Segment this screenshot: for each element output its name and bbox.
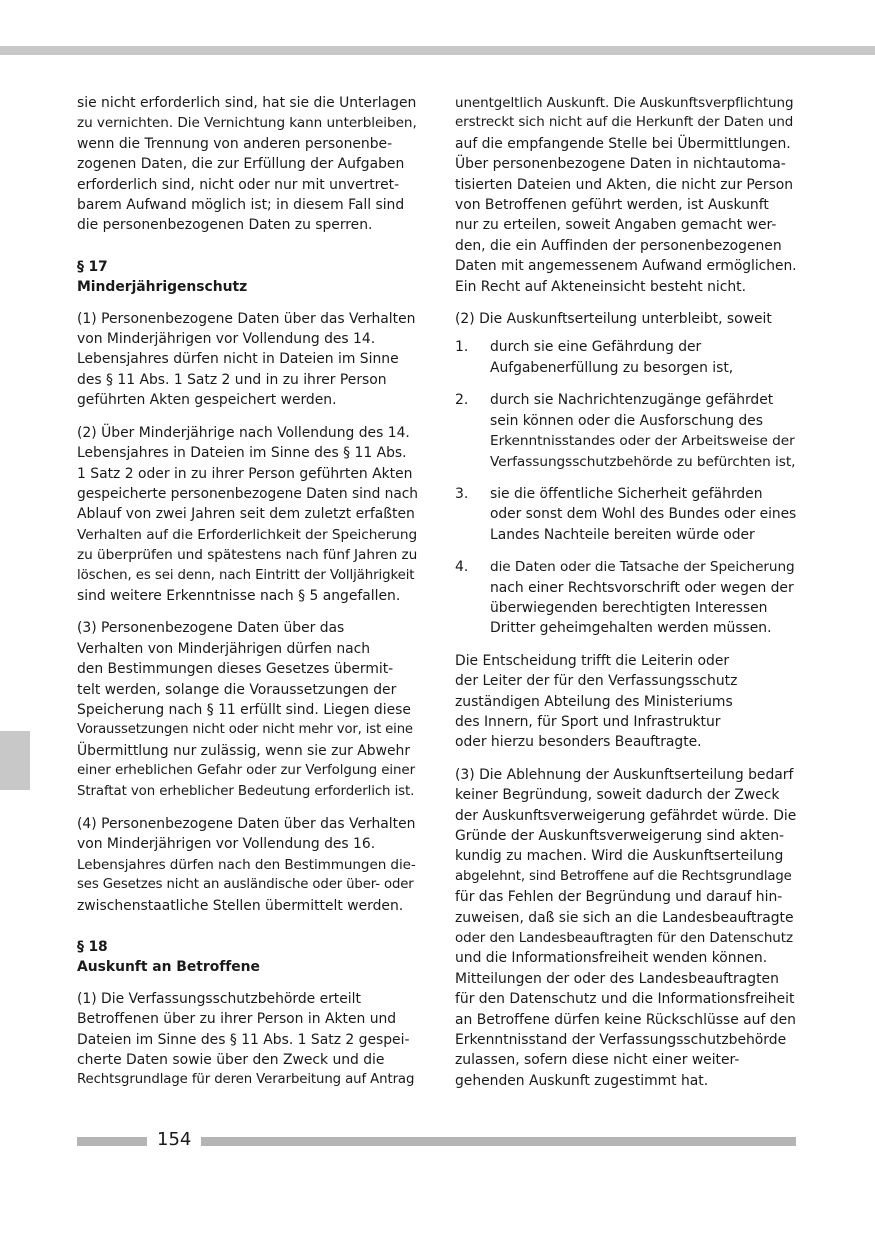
section-number: § 18 <box>77 939 108 956</box>
list-item <box>455 390 800 472</box>
text-line: Voraussetzungen nicht oder nicht mehr vor, ist eine <box>77 722 413 738</box>
text-line: keiner Begründung, soweit dadurch der Zweck <box>455 787 780 804</box>
text-line: oder den Landesbeauftragten für den Datenschutz <box>455 930 793 947</box>
text-line: von Betroffenen geführt werden, ist Auskunft <box>455 197 769 214</box>
text-line: Rechtsgrundlage für deren Verarbeitung auf Antrag <box>77 1072 415 1088</box>
text-line: wenn die Trennung von anderen personenbe- <box>77 135 393 152</box>
text-line: abgelehnt, sind Betroffene auf die Rechtsgrundlage <box>455 868 792 884</box>
footer-rule-right <box>201 1137 796 1146</box>
list-number: 3. <box>455 485 469 502</box>
text-line: nur zu erteilen, soweit Angaben gemacht wer- <box>455 217 777 234</box>
text-line: (4) Personenbezogene Daten über das Verhalten <box>77 816 416 832</box>
text-line: Aufgabenerfüllung zu besorgen ist, <box>490 359 734 376</box>
text-line: zu vernichten. Die Vernichtung kann unterbleiben, <box>77 115 417 132</box>
text-line: für den Datenschutz und die Informationsfreiheit <box>455 991 795 1008</box>
text-line: gehenden Auskunft zugestimmt hat. <box>455 1072 709 1089</box>
text-line: Dritter geheimgehalten werden müssen. <box>490 620 772 637</box>
right-column <box>455 93 800 1103</box>
list-item <box>455 557 800 639</box>
section-number: § 17 <box>77 258 108 275</box>
text-line: Verfassungsschutzbehörde zu befürchten ist, <box>490 453 796 470</box>
text-line: den, die ein Auffinden der personenbezogenen <box>455 237 782 254</box>
s17-paragraph-2 <box>77 423 422 607</box>
text-line: erforderlich sind, nicht oder nur mit unvertret- <box>77 176 400 193</box>
text-line: zuständigen Abteilung des Ministeriums <box>455 693 733 710</box>
left-column <box>77 93 422 1103</box>
text-line: Betroffenen über zu ihrer Person in Akten und <box>77 1011 397 1028</box>
text-line: an Betroffene dürfen keine Rückschlüsse auf den <box>455 1011 796 1028</box>
text-line: der Leiter der für den Verfassungsschutz <box>455 673 738 690</box>
text-line: cherte Daten sowie über den Zweck und die <box>77 1052 385 1069</box>
text-line: oder hierzu besonders Beauftragte. <box>455 734 702 751</box>
text-line: und die Informationsfreiheit wenden können. <box>455 950 768 967</box>
list-number: 2. <box>455 392 469 409</box>
text-line: (1) Die Verfassungsschutzbehörde erteilt <box>77 990 361 1007</box>
s18-paragraph-1-continued <box>455 93 800 297</box>
text-line: durch sie Nachrichtenzugänge gefährdet <box>490 392 774 409</box>
text-line: 1 Satz 2 oder in zu ihrer Person geführten Akten <box>77 465 413 482</box>
text-line: zogenen Daten, die zur Erfüllung der Aufgaben <box>77 156 405 173</box>
text-line: nach einer Rechtsvorschrift oder wegen der <box>490 579 794 596</box>
top-rule <box>0 46 875 55</box>
text-line: oder sonst dem Wohl des Bundes oder eines <box>490 506 797 523</box>
page-number: 154 <box>157 1129 192 1150</box>
text-line: Lebensjahres dürfen nach den Bestimmungen die- <box>77 856 416 873</box>
text-line: Lebensjahres in Dateien im Sinne des § 11 Abs. <box>77 445 407 462</box>
list-number: 1. <box>455 339 469 356</box>
text-line: die personenbezogenen Daten zu sperren. <box>77 217 373 234</box>
text-line: durch sie eine Gefährdung der <box>490 339 702 356</box>
section-title: Auskunft an Betroffene <box>77 959 260 976</box>
text-line: zu überprüfen und spätestens nach fünf Jahren zu <box>77 547 418 564</box>
text-line: auf die empfangende Stelle bei Übermittlungen. <box>455 135 791 152</box>
section-18-heading <box>77 937 422 978</box>
text-line: Landes Nachteile bereiten würde oder <box>490 526 755 543</box>
text-line: telt werden, solange die Voraussetzungen der <box>77 681 397 698</box>
text-line: Daten mit angemessenem Aufwand ermöglichen. <box>455 258 797 275</box>
section-17-heading <box>77 257 422 298</box>
text-line: Straftat von erheblicher Bedeutung erforderlich ist. <box>77 783 415 799</box>
footer-rule-left <box>77 1137 147 1146</box>
text-line: (1) Personenbezogene Daten über das Verhalten <box>77 310 416 327</box>
text-line: Mitteilungen der oder des Landesbeauftragten <box>455 970 779 987</box>
intro-paragraph <box>77 93 422 236</box>
text-line: einer erheblichen Gefahr oder zur Verfolgung einer <box>77 763 416 779</box>
text-line: für das Fehlen der Begründung und darauf hin- <box>455 889 783 906</box>
text-line: tisierten Dateien und Akten, die nicht zur Person <box>455 176 794 193</box>
text-line: erstreckt sich nicht auf die Herkunft der Daten und <box>455 115 794 131</box>
text-line: des Innern, für Sport und Infrastruktur <box>455 713 721 730</box>
text-line: von Minderjährigen vor Vollendung des 14. <box>77 331 376 348</box>
text-line: kundig zu machen. Wird die Auskunftserteilung <box>455 848 784 865</box>
text-line: zuweisen, daß sie sich an die Landesbeauftragte <box>455 909 794 926</box>
text-line: (3) Die Ablehnung der Auskunftserteilung bedarf <box>455 766 794 783</box>
text-line: sein können oder die Ausforschung des <box>490 412 763 429</box>
s17-paragraph-3 <box>77 618 422 802</box>
text-line: barem Aufwand möglich ist; in diesem Fall sind <box>77 197 405 214</box>
text-line: (3) Personenbezogene Daten über das <box>77 620 345 637</box>
text-line: zulassen, sofern diese nicht einer weiter- <box>455 1052 740 1069</box>
text-line: (2) Die Auskunftserteilung unterbleibt, soweit <box>455 311 772 328</box>
exception-list <box>455 337 800 638</box>
s17-paragraph-1 <box>77 309 422 411</box>
text-line: zwischenstaatliche Stellen übermittelt werden. <box>77 897 404 914</box>
text-line: sie nicht erforderlich sind, hat sie die Unterlagen <box>77 95 417 111</box>
list-item <box>455 337 800 378</box>
side-tab-marker <box>0 731 30 790</box>
text-line: Ein Recht auf Akteneinsicht besteht nicht. <box>455 278 747 295</box>
section-title: Minderjährigenschutz <box>77 279 248 296</box>
text-line: Übermittlung nur zulässig, wenn sie zur Abwehr <box>77 742 411 759</box>
text-line: ses Gesetzes nicht an ausländische oder über- oder <box>77 877 414 893</box>
text-line: die Daten oder die Tatsache der Speicherung <box>490 559 795 576</box>
text-line: unentgeltlich Auskunft. Die Auskunftsverpflichtung <box>455 95 794 111</box>
text-line: Lebensjahres dürfen nicht in Dateien im Sinne <box>77 351 399 368</box>
text-line: Erkenntnisstandes oder der Arbeitsweise der <box>490 433 795 450</box>
text-line: Speicherung nach § 11 erfüllt sind. Liegen diese <box>77 701 411 718</box>
s17-paragraph-4 <box>77 814 422 916</box>
decision-paragraph <box>455 651 800 753</box>
s18-paragraph-1 <box>77 989 422 1091</box>
text-line: Ablauf von zwei Jahren seit dem zuletzt erfaßten <box>77 506 415 523</box>
text-line: gespeicherte personenbezogene Daten sind nach <box>77 485 418 502</box>
text-line: Verhalten von Minderjährigen dürfen nach <box>77 640 371 657</box>
text-line: Verhalten auf die Erforderlichkeit der Speicherung <box>77 526 418 543</box>
text-line: Erkenntnisstand der Verfassungsschutzbehörde <box>455 1032 787 1049</box>
text-line: Gründe der Auskunftsverweigerung sind akten- <box>455 828 785 844</box>
text-line: löschen, es sei denn, nach Eintritt der Volljährigkeit <box>77 567 415 583</box>
text-line: Über personenbezogene Daten in nichtautoma- <box>455 156 786 173</box>
list-number: 4. <box>455 559 469 576</box>
s18-paragraph-3 <box>455 765 800 1092</box>
s18-paragraph-2-intro <box>455 309 800 329</box>
text-line: Die Entscheidung trifft die Leiterin oder <box>455 652 730 669</box>
text-line: sind weitere Erkenntnisse nach § 5 angefallen. <box>77 587 401 604</box>
text-line: von Minderjährigen vor Vollendung des 16. <box>77 836 376 853</box>
text-line: den Bestimmungen dieses Gesetzes übermit- <box>77 661 394 678</box>
text-line: des § 11 Abs. 1 Satz 2 und in zu ihrer Person <box>77 371 387 388</box>
text-line: sie die öffentliche Sicherheit gefährden <box>490 485 763 502</box>
text-line: überwiegenden berechtigten Interessen <box>490 599 768 616</box>
text-line: geführten Akten gespeichert werden. <box>77 392 337 409</box>
text-line: (2) Über Minderjährige nach Vollendung des 14. <box>77 424 410 441</box>
text-line: Dateien im Sinne des § 11 Abs. 1 Satz 2 gespei- <box>77 1031 410 1048</box>
text-line: der Auskunftsverweigerung gefährdet würde. Die <box>455 807 797 824</box>
list-item <box>455 484 800 545</box>
